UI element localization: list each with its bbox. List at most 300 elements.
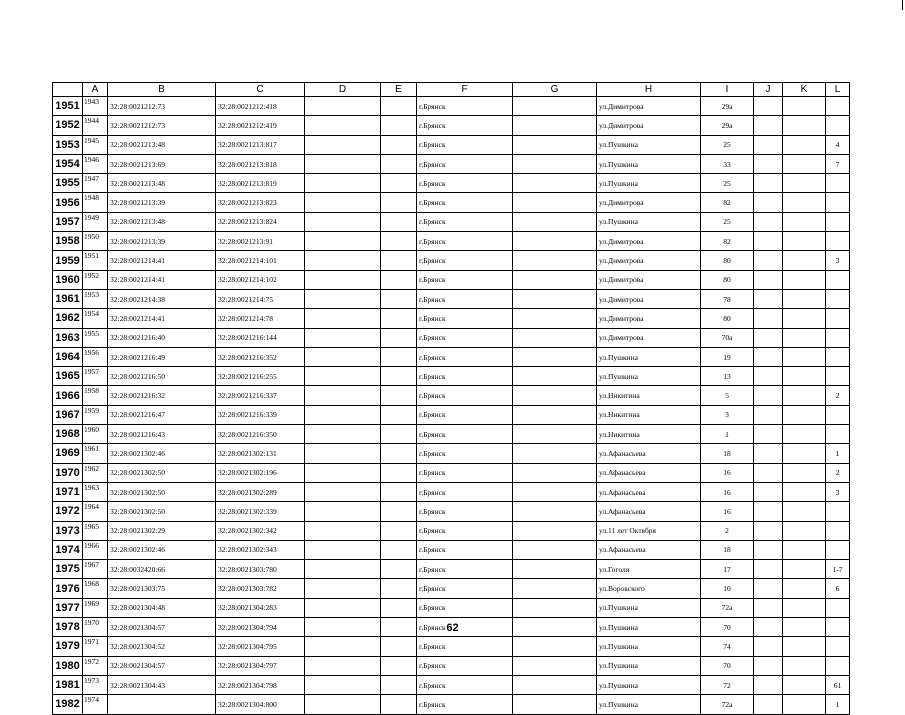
cell-h[interactable]: ул.Пушкина — [597, 212, 701, 231]
cell-j[interactable] — [754, 193, 783, 212]
cell-a[interactable]: 1967 — [83, 560, 108, 579]
cell-d[interactable] — [305, 135, 381, 154]
cell-h[interactable]: ул.Димитрова — [597, 309, 701, 328]
cell-k[interactable] — [783, 405, 826, 424]
row-number[interactable]: 1955 — [53, 174, 83, 193]
cell-e[interactable] — [381, 347, 417, 366]
cell-d[interactable] — [305, 309, 381, 328]
cell-a[interactable]: 1943 — [83, 97, 108, 116]
cell-j[interactable] — [754, 328, 783, 347]
cell-g[interactable] — [513, 521, 597, 540]
row-number[interactable]: 1957 — [53, 212, 83, 231]
cell-l[interactable]: 1-7 — [826, 560, 850, 579]
row-number[interactable]: 1971 — [53, 482, 83, 501]
cell-f[interactable]: г.Брянск — [417, 618, 513, 637]
cell-l[interactable] — [826, 212, 850, 231]
column-header-corner[interactable] — [53, 83, 83, 97]
cell-d[interactable] — [305, 482, 381, 501]
cell-f[interactable]: г.Брянск — [417, 347, 513, 366]
cell-b[interactable]: 32:28:0032420:66 — [108, 560, 216, 579]
cell-a[interactable]: 1948 — [83, 193, 108, 212]
cell-a[interactable]: 1954 — [83, 309, 108, 328]
cell-j[interactable] — [754, 232, 783, 251]
cell-a[interactable]: 1956 — [83, 347, 108, 366]
cell-e[interactable] — [381, 193, 417, 212]
cell-d[interactable] — [305, 328, 381, 347]
cell-b[interactable]: 32:28:0021213:69 — [108, 154, 216, 173]
cell-j[interactable] — [754, 367, 783, 386]
cell-j[interactable] — [754, 251, 783, 270]
cell-i[interactable]: 72 — [701, 675, 754, 694]
cell-f[interactable]: г.Брянск — [417, 251, 513, 270]
cell-f[interactable]: г.Брянск — [417, 232, 513, 251]
cell-c[interactable]: 32:28:0021214:101 — [216, 251, 305, 270]
cell-b[interactable]: 32:28:0021302:50 — [108, 502, 216, 521]
cell-f[interactable]: г.Брянск — [417, 154, 513, 173]
cell-c[interactable]: 32:28:0021216:144 — [216, 328, 305, 347]
cell-j[interactable] — [754, 425, 783, 444]
cell-l[interactable] — [826, 347, 850, 366]
cell-c[interactable]: 32:28:0021213:824 — [216, 212, 305, 231]
cell-c[interactable]: 32:28:0021214:75 — [216, 289, 305, 308]
cell-f[interactable]: г.Брянск — [417, 560, 513, 579]
cell-f[interactable]: г.Брянск — [417, 386, 513, 405]
cell-b[interactable]: 32:28:0021213:39 — [108, 193, 216, 212]
cell-j[interactable] — [754, 482, 783, 501]
cell-e[interactable] — [381, 386, 417, 405]
cell-i[interactable]: 5 — [701, 386, 754, 405]
cell-e[interactable] — [381, 560, 417, 579]
cell-b[interactable]: 32:28:0021216:50 — [108, 367, 216, 386]
cell-c[interactable]: 32:28:0021304:283 — [216, 598, 305, 617]
cell-b[interactable]: 32:28:0021213:39 — [108, 232, 216, 251]
cell-e[interactable] — [381, 367, 417, 386]
cell-a[interactable]: 1963 — [83, 482, 108, 501]
cell-a[interactable]: 1968 — [83, 579, 108, 598]
row-number[interactable]: 1960 — [53, 270, 83, 289]
cell-h[interactable]: ул.Афанасьева — [597, 444, 701, 463]
cell-g[interactable] — [513, 154, 597, 173]
cell-a[interactable]: 1970 — [83, 618, 108, 637]
cell-h[interactable]: ул.Афанасьева — [597, 482, 701, 501]
cell-f[interactable]: г.Брянск — [417, 97, 513, 116]
cell-h[interactable]: ул.Пушкина — [597, 618, 701, 637]
cell-j[interactable] — [754, 502, 783, 521]
cell-l[interactable] — [826, 367, 850, 386]
row-number[interactable]: 1974 — [53, 540, 83, 559]
cell-h[interactable]: ул.Никитина — [597, 386, 701, 405]
cell-k[interactable] — [783, 425, 826, 444]
cell-c[interactable]: 32:28:0021304:794 — [216, 618, 305, 637]
cell-c[interactable]: 32:28:0021303:782 — [216, 579, 305, 598]
cell-j[interactable] — [754, 405, 783, 424]
cell-g[interactable] — [513, 656, 597, 675]
column-header-c[interactable]: C — [216, 83, 305, 97]
cell-a[interactable]: 1962 — [83, 463, 108, 482]
cell-h[interactable]: ул.Пушкина — [597, 367, 701, 386]
cell-l[interactable]: 3 — [826, 482, 850, 501]
cell-g[interactable] — [513, 193, 597, 212]
cell-g[interactable] — [513, 232, 597, 251]
cell-d[interactable] — [305, 579, 381, 598]
cell-d[interactable] — [305, 193, 381, 212]
cell-i[interactable]: 80 — [701, 309, 754, 328]
cell-k[interactable] — [783, 212, 826, 231]
cell-e[interactable] — [381, 540, 417, 559]
cell-k[interactable] — [783, 463, 826, 482]
cell-g[interactable] — [513, 309, 597, 328]
cell-f[interactable]: г.Брянск — [417, 540, 513, 559]
cell-b[interactable]: 32:28:0021216:47 — [108, 405, 216, 424]
cell-j[interactable] — [754, 289, 783, 308]
column-header-d[interactable]: D — [305, 83, 381, 97]
cell-k[interactable] — [783, 482, 826, 501]
cell-h[interactable]: ул.Димитрова — [597, 328, 701, 347]
cell-a[interactable]: 1949 — [83, 212, 108, 231]
cell-d[interactable] — [305, 347, 381, 366]
cell-c[interactable]: 32:28:0021216:350 — [216, 425, 305, 444]
cell-a[interactable]: 1959 — [83, 405, 108, 424]
cell-g[interactable] — [513, 502, 597, 521]
cell-c[interactable]: 32:28:0021212:419 — [216, 116, 305, 135]
cell-c[interactable]: 32:28:0021216:339 — [216, 405, 305, 424]
cell-a[interactable]: 1964 — [83, 502, 108, 521]
row-number[interactable]: 1951 — [53, 97, 83, 116]
cell-i[interactable]: 25 — [701, 212, 754, 231]
cell-a[interactable]: 1971 — [83, 637, 108, 656]
cell-c[interactable]: 32:28:0021302:339 — [216, 502, 305, 521]
column-header-f[interactable]: F — [417, 83, 513, 97]
cell-a[interactable]: 1944 — [83, 116, 108, 135]
cell-k[interactable] — [783, 251, 826, 270]
cell-b[interactable]: 32:28:0021302:29 — [108, 521, 216, 540]
cell-b[interactable]: 32:28:0021303:75 — [108, 579, 216, 598]
cell-b[interactable]: 32:28:0021214:38 — [108, 289, 216, 308]
cell-j[interactable] — [754, 444, 783, 463]
row-number[interactable]: 1962 — [53, 309, 83, 328]
cell-c[interactable]: 32:28:0021213:817 — [216, 135, 305, 154]
cell-i[interactable]: 16 — [701, 482, 754, 501]
column-header-h[interactable]: H — [597, 83, 701, 97]
cell-j[interactable] — [754, 521, 783, 540]
cell-l[interactable] — [826, 270, 850, 289]
cell-e[interactable] — [381, 521, 417, 540]
cell-f[interactable]: г.Брянск — [417, 328, 513, 347]
cell-a[interactable]: 1961 — [83, 444, 108, 463]
cell-d[interactable] — [305, 289, 381, 308]
cell-f[interactable]: г.Брянск — [417, 405, 513, 424]
cell-k[interactable] — [783, 386, 826, 405]
cell-h[interactable]: ул.Пушкина — [597, 347, 701, 366]
cell-k[interactable] — [783, 444, 826, 463]
cell-e[interactable] — [381, 309, 417, 328]
cell-g[interactable] — [513, 482, 597, 501]
cell-h[interactable]: ул.Димитрова — [597, 116, 701, 135]
cell-a[interactable]: 1960 — [83, 425, 108, 444]
cell-h[interactable]: ул.Пушкина — [597, 598, 701, 617]
cell-a[interactable]: 1957 — [83, 367, 108, 386]
cell-f[interactable]: г.Брянск — [417, 579, 513, 598]
cell-b[interactable]: 32:28:0021216:49 — [108, 347, 216, 366]
cell-f[interactable]: г.Брянск — [417, 309, 513, 328]
cell-g[interactable] — [513, 540, 597, 559]
cell-c[interactable]: 32:28:0021214:102 — [216, 270, 305, 289]
cell-g[interactable] — [513, 598, 597, 617]
cell-a[interactable]: 1955 — [83, 328, 108, 347]
row-number[interactable]: 1959 — [53, 251, 83, 270]
cell-h[interactable]: ул.Димитрова — [597, 97, 701, 116]
cell-c[interactable]: 32:28:0021302:196 — [216, 463, 305, 482]
cell-d[interactable] — [305, 521, 381, 540]
cell-f[interactable]: г.Брянск — [417, 135, 513, 154]
cell-g[interactable] — [513, 675, 597, 694]
cell-i[interactable]: 70а — [701, 328, 754, 347]
cell-f[interactable]: г.Брянск — [417, 463, 513, 482]
cell-l[interactable] — [826, 309, 850, 328]
cell-e[interactable] — [381, 579, 417, 598]
cell-g[interactable] — [513, 97, 597, 116]
cell-i[interactable]: 33 — [701, 154, 754, 173]
cell-b[interactable]: 32:28:0021214:41 — [108, 309, 216, 328]
cell-d[interactable] — [305, 656, 381, 675]
cell-c[interactable]: 32:28:0021304:797 — [216, 656, 305, 675]
column-header-g[interactable]: G — [513, 83, 597, 97]
cell-c[interactable]: 32:28:0021213:818 — [216, 154, 305, 173]
cell-k[interactable] — [783, 656, 826, 675]
cell-a[interactable]: 1972 — [83, 656, 108, 675]
cell-g[interactable] — [513, 328, 597, 347]
cell-g[interactable] — [513, 386, 597, 405]
row-number[interactable]: 1969 — [53, 444, 83, 463]
cell-b[interactable]: 32:28:0021212:73 — [108, 116, 216, 135]
cell-g[interactable] — [513, 444, 597, 463]
cell-j[interactable] — [754, 174, 783, 193]
cell-d[interactable] — [305, 502, 381, 521]
cell-f[interactable]: г.Брянск — [417, 270, 513, 289]
cell-h[interactable]: ул.Никитина — [597, 405, 701, 424]
cell-g[interactable] — [513, 405, 597, 424]
cell-c[interactable]: 32:28:0021304:795 — [216, 637, 305, 656]
cell-l[interactable] — [826, 232, 850, 251]
cell-b[interactable]: 32:28:0021214:41 — [108, 270, 216, 289]
cell-d[interactable] — [305, 367, 381, 386]
cell-j[interactable] — [754, 579, 783, 598]
row-number[interactable]: 1975 — [53, 560, 83, 579]
column-header-k[interactable]: K — [783, 83, 826, 97]
cell-d[interactable] — [305, 598, 381, 617]
cell-i[interactable]: 18 — [701, 444, 754, 463]
cell-a[interactable]: 1974 — [83, 695, 108, 714]
cell-j[interactable] — [754, 463, 783, 482]
cell-l[interactable]: 61 — [826, 675, 850, 694]
cell-e[interactable] — [381, 251, 417, 270]
cell-f[interactable]: г.Брянск — [417, 637, 513, 656]
row-number[interactable]: 1966 — [53, 386, 83, 405]
cell-i[interactable]: 25 — [701, 135, 754, 154]
cell-h[interactable]: ул.Пушкина — [597, 637, 701, 656]
cell-k[interactable] — [783, 598, 826, 617]
cell-g[interactable] — [513, 251, 597, 270]
cell-a[interactable]: 1947 — [83, 174, 108, 193]
cell-b[interactable]: 32:28:0021304:48 — [108, 598, 216, 617]
cell-i[interactable]: 13 — [701, 367, 754, 386]
column-header-b[interactable]: B — [108, 83, 216, 97]
cell-c[interactable]: 32:28:0021304:800 — [216, 695, 305, 714]
row-number[interactable]: 1965 — [53, 367, 83, 386]
cell-e[interactable] — [381, 154, 417, 173]
cell-k[interactable] — [783, 193, 826, 212]
cell-l[interactable] — [826, 405, 850, 424]
cell-b[interactable]: 32:28:0021302:46 — [108, 540, 216, 559]
cell-k[interactable] — [783, 367, 826, 386]
cell-c[interactable]: 32:28:0021214:78 — [216, 309, 305, 328]
cell-d[interactable] — [305, 444, 381, 463]
row-number[interactable]: 1964 — [53, 347, 83, 366]
cell-l[interactable]: 4 — [826, 135, 850, 154]
cell-k[interactable] — [783, 154, 826, 173]
cell-f[interactable]: г.Брянск — [417, 425, 513, 444]
cell-k[interactable] — [783, 540, 826, 559]
cell-k[interactable] — [783, 289, 826, 308]
cell-e[interactable] — [381, 695, 417, 714]
cell-f[interactable]: г.Брянск — [417, 675, 513, 694]
cell-i[interactable]: 2 — [701, 521, 754, 540]
cell-f[interactable]: г.Брянск — [417, 695, 513, 714]
cell-j[interactable] — [754, 656, 783, 675]
cell-i[interactable]: 82 — [701, 232, 754, 251]
cell-f[interactable]: г.Брянск — [417, 193, 513, 212]
cell-e[interactable] — [381, 232, 417, 251]
cell-j[interactable] — [754, 309, 783, 328]
cell-c[interactable]: 32:28:0021213:823 — [216, 193, 305, 212]
cell-e[interactable] — [381, 482, 417, 501]
cell-c[interactable]: 32:28:0021213:819 — [216, 174, 305, 193]
cell-h[interactable]: ул.Пушкина — [597, 675, 701, 694]
cell-g[interactable] — [513, 425, 597, 444]
cell-d[interactable] — [305, 425, 381, 444]
cell-h[interactable]: ул.Димитрова — [597, 289, 701, 308]
cell-f[interactable]: г.Брянск — [417, 367, 513, 386]
cell-h[interactable]: ул.Димитрова — [597, 251, 701, 270]
cell-i[interactable]: 70 — [701, 656, 754, 675]
cell-i[interactable]: 19 — [701, 347, 754, 366]
cell-i[interactable]: 82 — [701, 193, 754, 212]
cell-l[interactable] — [826, 116, 850, 135]
cell-a[interactable]: 1965 — [83, 521, 108, 540]
cell-f[interactable]: г.Брянск — [417, 482, 513, 501]
cell-g[interactable] — [513, 289, 597, 308]
cell-e[interactable] — [381, 405, 417, 424]
cell-g[interactable] — [513, 347, 597, 366]
cell-l[interactable]: 1 — [826, 695, 850, 714]
cell-b[interactable]: 32:28:0021304:57 — [108, 656, 216, 675]
cell-e[interactable] — [381, 425, 417, 444]
cell-e[interactable] — [381, 135, 417, 154]
cell-g[interactable] — [513, 579, 597, 598]
cell-h[interactable]: ул.Гоголя — [597, 560, 701, 579]
cell-g[interactable] — [513, 212, 597, 231]
cell-c[interactable]: 32:28:0021216:352 — [216, 347, 305, 366]
cell-l[interactable] — [826, 540, 850, 559]
cell-d[interactable] — [305, 97, 381, 116]
cell-l[interactable]: 6 — [826, 579, 850, 598]
cell-e[interactable] — [381, 212, 417, 231]
cell-a[interactable]: 1952 — [83, 270, 108, 289]
cell-f[interactable]: г.Брянск — [417, 444, 513, 463]
cell-b[interactable]: 32:28:0021214:41 — [108, 251, 216, 270]
cell-h[interactable]: ул.Пушкина — [597, 656, 701, 675]
cell-g[interactable] — [513, 116, 597, 135]
cell-e[interactable] — [381, 598, 417, 617]
cell-h[interactable]: ул.Димитрова — [597, 270, 701, 289]
cell-b[interactable] — [108, 695, 216, 714]
cell-g[interactable] — [513, 270, 597, 289]
cell-b[interactable]: 32:28:0021304:43 — [108, 675, 216, 694]
cell-l[interactable] — [826, 97, 850, 116]
cell-e[interactable] — [381, 174, 417, 193]
cell-c[interactable]: 32:28:0021216:255 — [216, 367, 305, 386]
cell-k[interactable] — [783, 579, 826, 598]
cell-j[interactable] — [754, 540, 783, 559]
cell-k[interactable] — [783, 232, 826, 251]
cell-d[interactable] — [305, 463, 381, 482]
cell-e[interactable] — [381, 444, 417, 463]
cell-e[interactable] — [381, 289, 417, 308]
cell-j[interactable] — [754, 695, 783, 714]
cell-j[interactable] — [754, 97, 783, 116]
column-header-a[interactable]: A — [83, 83, 108, 97]
cell-b[interactable]: 32:28:0021302:46 — [108, 444, 216, 463]
row-number[interactable]: 1968 — [53, 425, 83, 444]
cell-k[interactable] — [783, 521, 826, 540]
cell-k[interactable] — [783, 695, 826, 714]
cell-l[interactable]: 2 — [826, 463, 850, 482]
cell-h[interactable]: ул.Афанасьева — [597, 540, 701, 559]
cell-i[interactable]: 25 — [701, 174, 754, 193]
cell-l[interactable] — [826, 502, 850, 521]
cell-k[interactable] — [783, 347, 826, 366]
cell-k[interactable] — [783, 309, 826, 328]
cell-a[interactable]: 1945 — [83, 135, 108, 154]
row-number[interactable]: 1978 — [53, 618, 83, 637]
cell-h[interactable]: ул.Пушкина — [597, 174, 701, 193]
cell-j[interactable] — [754, 347, 783, 366]
cell-f[interactable]: г.Брянск — [417, 656, 513, 675]
cell-h[interactable]: ул.11 лет Октября — [597, 521, 701, 540]
cell-h[interactable]: ул.Димитрова — [597, 193, 701, 212]
cell-d[interactable] — [305, 540, 381, 559]
cell-f[interactable]: г.Брянск — [417, 116, 513, 135]
cell-j[interactable] — [754, 386, 783, 405]
cell-h[interactable]: ул.Пушкина — [597, 154, 701, 173]
cell-j[interactable] — [754, 270, 783, 289]
cell-i[interactable]: 3 — [701, 405, 754, 424]
cell-a[interactable]: 1969 — [83, 598, 108, 617]
row-number[interactable]: 1967 — [53, 405, 83, 424]
cell-i[interactable]: 80 — [701, 251, 754, 270]
cell-f[interactable]: г.Брянск — [417, 598, 513, 617]
cell-e[interactable] — [381, 656, 417, 675]
cell-e[interactable] — [381, 463, 417, 482]
cell-f[interactable]: г.Брянск — [417, 502, 513, 521]
cell-i[interactable]: 78 — [701, 289, 754, 308]
row-number[interactable]: 1982 — [53, 695, 83, 714]
cell-h[interactable]: ул.Пушкина — [597, 695, 701, 714]
cell-d[interactable] — [305, 405, 381, 424]
cell-a[interactable]: 1950 — [83, 232, 108, 251]
cell-i[interactable]: 74 — [701, 637, 754, 656]
cell-h[interactable]: ул.Никитина — [597, 425, 701, 444]
